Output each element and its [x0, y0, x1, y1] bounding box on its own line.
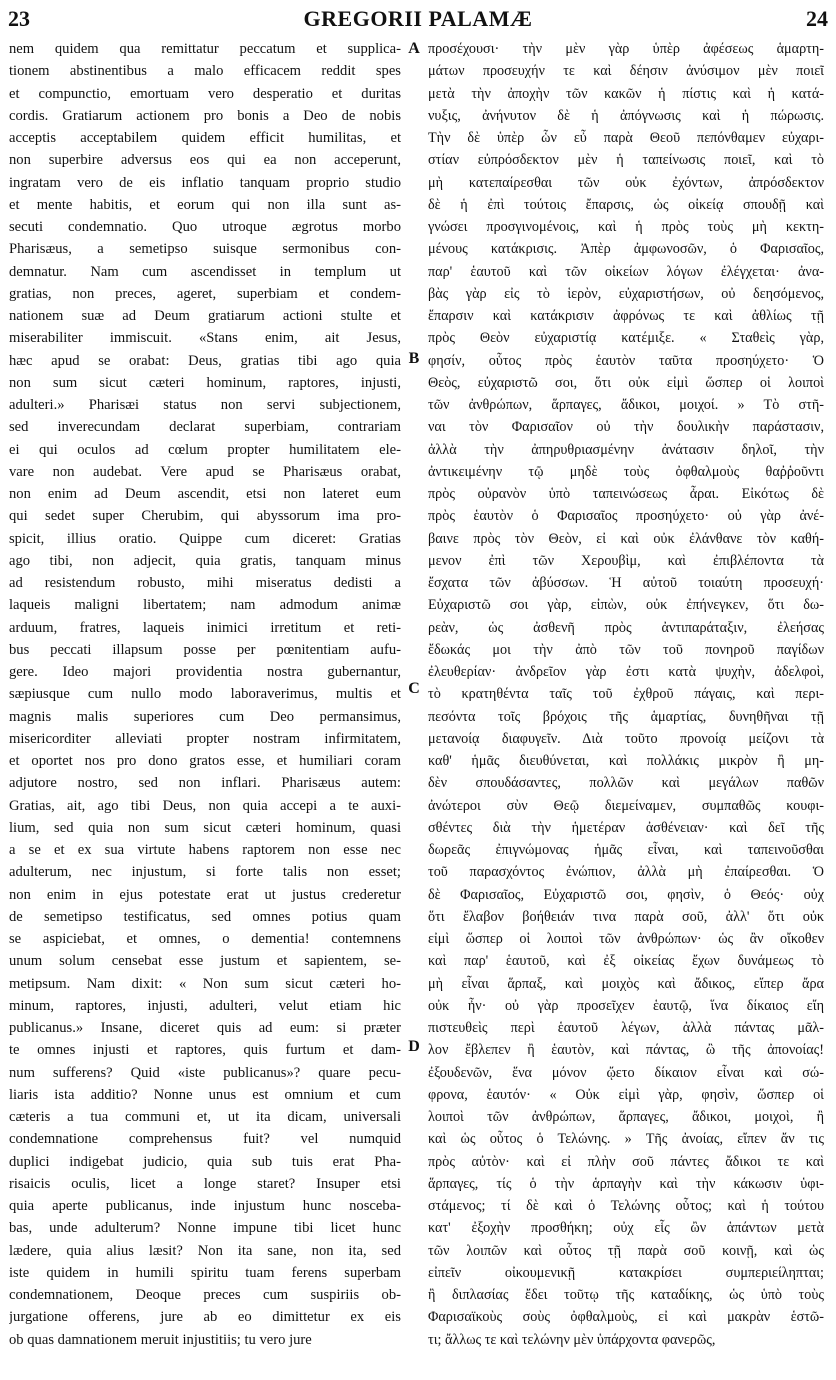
latin-text-line: non enim in ejus potestate erat ut justus crederetur — [9, 886, 401, 903]
latin-text-line: non sum sicut cæteri hominum, raptores, injusti, — [9, 374, 401, 391]
latin-text-line: demnatur. Nam cum ascendisset in templum ut — [9, 263, 401, 280]
latin-text-line: lædere, quia alius læsit? Non ita sane, non ita, sed — [9, 1242, 401, 1259]
greek-text-line: πιστευθεὶς περὶ ἑαυτοῦ λέγων, ἀλλὰ πάντας μᾶλ- — [428, 1020, 824, 1036]
greek-text-line: μένους κατάκρισις. Ἀπὲρ ἀμφωνοσῶν, ὁ Φαρισαῖος, — [428, 241, 824, 258]
greek-text-line: πρὸς αὐτὸν· καὶ εἰ πλὴν σοῦ πάντες ἄδικοι τε καὶ — [428, 1153, 824, 1170]
latin-text-line: metipsum. Nam dixit: « Non sum sicut cæteri ho- — [9, 975, 401, 992]
latin-text-line: arduum, fratres, laqueis inimici irretitum et reti- — [9, 619, 401, 636]
latin-text-line: risaicis oculis, licet a longe staret? Insuper etsi — [9, 1175, 401, 1192]
section-marker-a: A — [408, 40, 420, 57]
greek-text-line: στίαν εὐπρόσδεκτον μὲν ἡ ταπείνωσις ποιεῖ, καὶ τὸ — [428, 152, 824, 169]
page-number-left: 23 — [8, 6, 30, 31]
latin-text-line: adulteri.» Pharisæi status non servi subjectionem, — [9, 397, 401, 413]
greek-text-line: ἔδωκάς μοι τὴν ἀπὸ τῶν τοῦ πονηροῦ παγίδων — [428, 641, 824, 658]
latin-text-line: ob quas damnationem meruit injustitiis; tu vero jure — [9, 1331, 312, 1348]
latin-text-line: bus peccati illapsum posse per pœnitentiam aufu- — [9, 641, 401, 658]
greek-text-line: ἔσχατα τῶν ἀβύσσων. Ἡ αὐτοῦ τοιαύτη προσευχή· — [428, 575, 824, 591]
latin-text-line: laqueis maligni libertatem; nam admodum animæ — [9, 597, 401, 614]
latin-text-line: minum, raptores, injusti, adulteri, velut etiam hic — [9, 997, 401, 1014]
greek-text-line: ἐλευθερίαν· ἀνδρεῖον γὰρ ἐστι κατὰ ψυχὴν, ἀδελφοὶ, — [428, 664, 824, 680]
greek-text-line: ἅρπαγες, τίς ὁ τὴν ἁρπαγὴν καὶ τὴν κάκωσιν ὑφι- — [428, 1175, 824, 1192]
latin-text-line: hæc apud se orabat: Deus, gratias tibi ago quia — [9, 352, 401, 369]
greek-text-line: σθέντες διὰ τὴν ἡμετέραν ἀσθένειαν· καὶ δεῖ τῆς — [428, 819, 824, 836]
latin-text-line: Pharisæus, a semetipso suisque sermonibus con- — [9, 241, 401, 258]
latin-text-line: condemnationem, Deoque preces cum suspiriis ob- — [9, 1287, 401, 1303]
latin-text-line: lium, sed quia non sum sicut cæteri hominum, quasi — [9, 819, 401, 836]
greek-text-line: οὐκ ἦν· οὐ γὰρ προσεῖχεν ἑαυτῷ, ἵνα δίκαιος εἴη — [428, 997, 824, 1014]
section-marker-b: B — [408, 350, 420, 367]
latin-text-line: acceptis acceptabilem quidem efficit humilitas, et — [9, 130, 401, 146]
latin-text-line: spicit, illius oratio. Quippe cum diceret: Gratias — [9, 530, 401, 547]
latin-text-line: bas, unde adulterum? Nonne impune tibi licet hunc — [9, 1220, 401, 1237]
latin-text-line: adulterum, nec injustum, si forte talis non esset; — [9, 864, 401, 881]
greek-text-line: ἐξουδενῶν, ἕνα μόνον ᾤετο δίκαιον εἶναι καὶ σώ- — [428, 1064, 824, 1081]
greek-text-line: πρὸς ἑαυτὸν ὁ Φαρισαῖος προσηύχετο· οὐ γὰρ ἀνέ- — [428, 508, 824, 525]
latin-text-line: gere. Ideo majori providentia nostra gubernantur, — [9, 664, 401, 680]
greek-text-line: λον ἔβλεπεν ἢ ἑαυτὸν, καὶ πάντας, ὢ τῆς ἀπονοίας! — [428, 1042, 824, 1059]
greek-text-line: γνώσει προσγινομένοις, καὶ ἡ πρὸς τοὺς μὴ κεκτη- — [428, 219, 824, 235]
greek-text-line: νυξις, ἀνήνυτον δὲ ἡ ἀπόγνωσις καὶ ἡ πώρωσις. — [428, 107, 824, 124]
greek-text-line: φρονα, ἑαυτόν· « Οὐκ εἰμὶ γὰρ, φησὶν, ὥσπερ οἱ — [428, 1086, 824, 1103]
greek-text-line: ναι τὸν Φαρισαῖον οὐ τὴν δουλικὴν παράστασιν, — [428, 419, 824, 436]
greek-text-line: Φαρισαϊκοὺς σοὺς ὀφθαλμοὺς, εἰ καὶ μακρὰν ἑστῶ- — [428, 1309, 824, 1326]
greek-text-line: βὰς γὰρ εἰς τὸ ἱερὸν, εὐχαριστήσων, οὐ δεησόμενος, — [428, 285, 824, 302]
latin-text-line: unum solum censebat esse justum et sapientem, se- — [9, 953, 401, 970]
latin-text-line: quia aperte publicanus, inde injustum hunc nosceba- — [9, 1198, 401, 1214]
latin-text-line: a se et ex sua virtute habens raptorem non esse nec — [9, 842, 401, 858]
greek-text-line: μετὰ τὴν ἀποχὴν τῶν κακῶν ἡ πίστις καὶ ἡ κατά- — [428, 85, 824, 102]
greek-text-line: δωρεᾶς ἐπιγνώμονας ἡμᾶς εἶναι, καὶ ταπεινοῦσθαι — [428, 842, 824, 858]
greek-text-line: Τὴν δὲ ὑπὲρ ὧν εὖ παρὰ Θεοῦ πεπόνθαμεν εὐχαρι- — [428, 130, 824, 146]
greek-text-line: μάτων προσευχήν τε καὶ δέησιν ἀνύσιμον μὲν ποιεῖ — [428, 63, 824, 80]
greek-text-line: στάμενος; τί δὲ καὶ ὁ Τελώνης οὗτος; καὶ ἡ τούτου — [428, 1198, 824, 1214]
greek-text-line: καθ' ἡμᾶς διευθύνεται, καὶ πολλάκις μικρὸν ἢ μη- — [428, 753, 824, 769]
greek-text-line: τοῦ παρασχόντος ἐνώπιον, ἀλλὰ μὴ ἐπαίρεσθαι. Ὁ — [428, 864, 824, 881]
greek-text-line: καὶ παρ' ἑαυτοῦ, καὶ ἐξ οἰκείας ἔχων δυνάμεως τὸ — [428, 953, 824, 970]
running-title: GREGORII PALAMÆ — [303, 6, 533, 31]
latin-text-line: num sufferens? Quid «iste publicanus»? quare pecu- — [9, 1064, 401, 1081]
greek-text-line: εἰπεῖν οἰκουμενικῇ κατακρίσει συμπεριείληπται; — [428, 1264, 824, 1281]
latin-text-line: ad resistendum robusto, mihi miseratus dedisti a — [9, 575, 401, 591]
greek-text-line: ὅτι ἔλαβον βοήθειάν τινα παρὰ σοῦ, ἀλλ' ὅτι οὐκ — [428, 908, 824, 925]
latin-text-line: non superbire adversus eos qui ea non acceperunt, — [9, 152, 401, 169]
greek-text-line: ρεὰν, ὡς ἀσθενῆ πρὸς ἀντιπαράταξιν, ἐλεήσας — [428, 619, 824, 636]
running-header — [0, 6, 836, 36]
latin-text-line: secuti condemnatio. Quo utroque ægrotus morbo — [9, 219, 401, 235]
latin-text-line: jurgatione offerens, jure ab eo dimittetur ex eis — [9, 1309, 401, 1326]
greek-text-line: τὸ κρατηθέντα ταῖς τοῦ ἐχθροῦ πάγαις, καὶ περι- — [428, 686, 824, 703]
section-marker-c: C — [408, 680, 420, 697]
latin-text-line: duplici indigebat judicio, quia sub tuis erat Pha- — [9, 1153, 401, 1170]
latin-text-line: sed inverecundam declarat superbiam, contrariam — [9, 419, 401, 436]
latin-text-line: cæteris a tua communi et, ut ita dicam, universali — [9, 1109, 401, 1125]
latin-text-line: non enim ad Deum ascendit, etsi non lateret eum — [9, 486, 401, 502]
greek-column — [428, 38, 824, 1351]
greek-text-line: τι; ἄλλως τε καὶ τελώνην μὲν ὑπάρχοντα φανερῶς, — [428, 1331, 716, 1348]
greek-text-line: ἀλλὰ τὴν ἀπηρυθριασμένην ἀνάτασιν δηλοῖ, τὴν — [428, 441, 824, 458]
latin-text-line: et mente habitis, et eorum qui non illa sunt as- — [9, 196, 401, 213]
greek-text-line: παρ' ἑαυτοῦ καὶ τῶν οἰκείων λόγων ἐλέγχεται· ἀνα- — [428, 263, 824, 280]
greek-text-line: κατ' ἐξοχὴν προσθήκη; οὐχ εἷς ὢν ἁπάντων μετὰ — [428, 1220, 824, 1237]
latin-text-line: ingratam vero de eis inflatio tanquam proprio studio — [9, 174, 401, 191]
greek-text-line: λοιποὶ τῶν ἀνθρώπων, ἅρπαγες, ἄδικοι, μοιχοὶ, ἢ — [428, 1109, 824, 1125]
latin-text-line: et oportet nos pro dono gratos esse, et humiliari coram — [9, 753, 401, 769]
latin-text-line: se aspiciebat, et omnes, o dementia! contemnens — [9, 931, 401, 947]
greek-text-line: ἀντικειμένην τῷ μηδὲ τοὺς ὀφθαλμοὺς θαῤῥοῦντι — [428, 463, 824, 480]
greek-text-line: τῶν ἀνθρώπων, ἅρπαγες, ἄδικοι, μοιχοί. » Τὸ στῆ- — [428, 397, 824, 413]
greek-text-line: Εὐχαριστῶ σοι γὰρ, εἰπὼν, οὐκ ἐπήνεγκεν, ὅτι δω- — [428, 597, 824, 614]
latin-text-line: condemnatione comprehensus fuit? vel numquid — [9, 1131, 401, 1148]
greek-text-line: Θεὸς, εὐχαριστῶ σοι, ὅτι οὐκ εἰμὶ ὥσπερ οἱ λοιποὶ — [428, 374, 824, 391]
latin-text-line: cordis. Gratiarum actionem pro bonis a Deo de nobis — [9, 107, 401, 124]
latin-text-line: adjutore nostro, sed non inflari. Pharisæus autem: — [9, 775, 401, 792]
latin-text-line: sæpiusque cum nullo modo laboraverimus, multis et — [9, 686, 401, 703]
latin-text-line: et compunctio, emortuam vero desperatio et duritas — [9, 85, 401, 102]
greek-text-line: πρὸς Θεὸν εὐχαριστίᾳ κατέμιξε. « Σταθεὶς γὰρ, — [428, 330, 824, 347]
latin-text-line: iste quidem in humili spiritu tuam ferens superbam — [9, 1264, 401, 1281]
latin-text-line: gratias, non preces, ageret, superbiam et condem- — [9, 285, 401, 302]
greek-text-line: ἢ διπλασίας ἔδει τοῦτῳ τῆς καταδίκης, ὡς ὑπὸ τοὺς — [428, 1287, 824, 1303]
greek-text-line: εἰμὶ ὥσπερ οἱ λοιποὶ τῶν ἀνθρώπων· ὡς ἂν οἴκοθεν — [428, 931, 824, 947]
greek-text-line: δὲ ἡ ἐπὶ τούτοις ἔπαρσις, ὡς οἰκείᾳ σπουδῇ καὶ — [428, 196, 824, 213]
latin-text-line: Gratias, ait, ago tibi Deus, non quia accepi a te auxi- — [9, 797, 401, 814]
greek-text-line: ἀνώτεροι σὺν Θεῷ διεμείναμεν, συμπαθῶς κουφι- — [428, 797, 824, 814]
latin-text-line: publicanus.» Insane, diceret quis ad eum: si præter — [9, 1020, 401, 1036]
latin-text-line: nationem suæ ad Deum gratiarum actioni stulte et — [9, 308, 401, 324]
greek-text-line: μενον ἐπὶ τῶν Χερουβὶμ, καὶ ἐπιβλέποντα τὰ — [428, 552, 824, 569]
latin-text-line: miserabiliter immiscuit. «Stans enim, ait Jesus, — [9, 330, 401, 347]
latin-text-line: misericorditer alleviati propter nostram infirmitatem, — [9, 730, 401, 747]
latin-text-line: ei qui oculos ad cœlum propter humilitatem ele- — [9, 441, 401, 458]
greek-text-line: μετανοίᾳ διαφυγεῖν. Διὰ τοῦτο προνοίᾳ μείζονι τὰ — [428, 730, 824, 747]
greek-text-line: μὴ κατεπαίρεσθαι τῶν οὐκ ἐχόντων, ἀπρόσδεκτον — [428, 174, 824, 191]
latin-text-line: te omnes injusti et raptores, quis furtum et dam- — [9, 1042, 401, 1059]
greek-text-line: μὴ εἶναι ἅρπαξ, καὶ μοιχὸς καὶ ἄδικος, εἴπερ ἄρα — [428, 975, 824, 992]
latin-text-line: de semetipso testificatus, sed omnes potius quam — [9, 908, 401, 925]
greek-text-line: φησίν, οὗτος πρὸς ἑαυτὸν ταῦτα προσηύχετο· Ὁ — [428, 352, 824, 369]
latin-text-line: ago tibi, non adjecit, quia gratis, tanquam minus — [9, 552, 401, 569]
section-marker-d: D — [408, 1038, 420, 1055]
greek-text-line: προσέχουσι· τὴν μὲν γὰρ ὑπὲρ ἀφέσεως ἁμαρτη- — [428, 41, 824, 57]
greek-text-line: πρὸς οὐρανὸν ὑπὸ ταπεινώσεως ἆραι. Εἰκότως δὲ — [428, 486, 824, 502]
latin-text-line: liaris ista additio? Nonne unus est omnium et cum — [9, 1086, 401, 1103]
latin-text-line: tionem abstinentibus a malo efficacem reddit spes — [9, 63, 401, 80]
page-number-right: 24 — [806, 6, 828, 31]
greek-text-line: τῶν λοιπῶν καὶ οὗτος τῇ παρὰ σοῦ κοινῇ, καὶ ὡς — [428, 1242, 824, 1259]
latin-text-line: magnis malis superiores cum Deo permansimus, — [9, 708, 401, 725]
greek-text-line: ἔπαρσιν καὶ κατάκρισιν ἀφρόνως τε καὶ ἀθλίως τῇ — [428, 308, 824, 324]
latin-text-line: nem quidem qua remittatur peccatum et supplica- — [9, 41, 401, 57]
latin-text-line: qui sedet super Cherubim, qui abyssorum ima pro- — [9, 508, 401, 525]
greek-text-line: καὶ ὡς οὗτος ὁ Τελώνης. » Τῆς ἀνοίας, εἴπεν ἄν τις — [428, 1131, 824, 1148]
greek-text-line: βαινε πρὸς τὸν Θεὸν, εἰ καὶ οὐκ ἐλάνθανε τὸν καθή- — [428, 530, 824, 547]
greek-text-line: δὲ Φαρισαῖος, Εὐχαριστῶ σοι, φησὶν, ὁ Θεός· οὐχ — [428, 886, 824, 903]
greek-text-line: δὲν σπουδάσαντες, πολλῶν καὶ μεγάλων παθῶν — [428, 775, 824, 792]
greek-text-line: πεσόντα τοῖς βρόχοις τῆς ἁμαρτίας, δυνηθῆναι τῇ — [428, 708, 824, 725]
latin-column — [9, 38, 401, 1351]
latin-text-line: vare non audebat. Vere apud se Pharisæus orabat, — [9, 463, 401, 480]
